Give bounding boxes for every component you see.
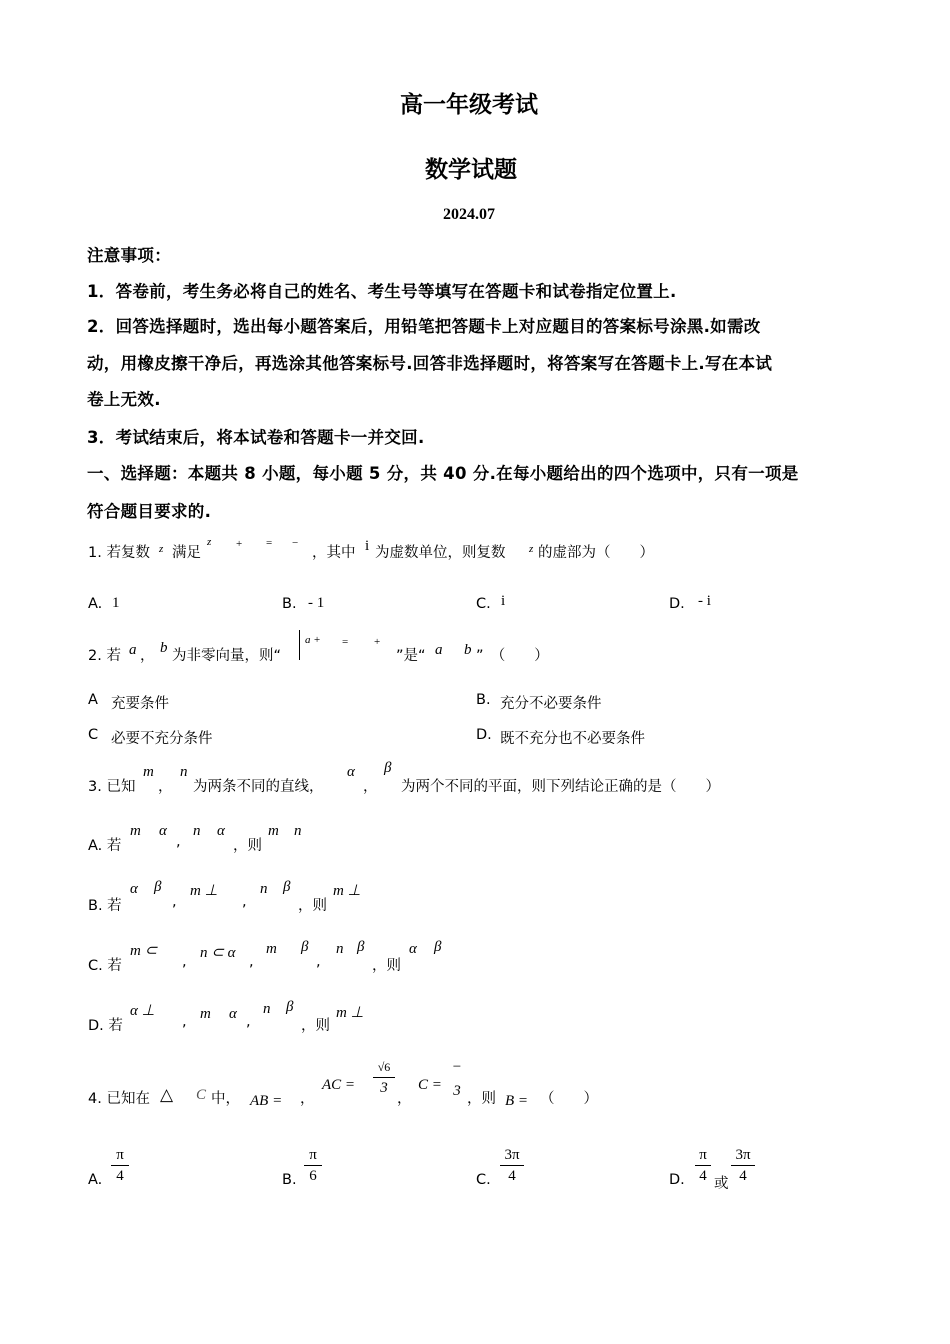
- notice-item-2-line-1: 2．回答选择题时，选出每小题答案后，用铅笔把答题卡上对应题目的答案标号涂黑.如需改: [87, 317, 761, 336]
- q1-option-b-value: - 1: [308, 595, 325, 611]
- q3-comma-1: ，: [158, 779, 173, 795]
- q4-mid-2: ，则: [467, 1091, 496, 1107]
- q3-d-p2: m: [200, 1006, 211, 1022]
- q4-c-eq: C =: [418, 1077, 442, 1093]
- q3-c-c3: ,: [316, 954, 321, 970]
- q3-a-p2: α: [159, 823, 167, 839]
- q3-b-c1: ,: [172, 894, 177, 910]
- q3-b-p6: m ⊥: [333, 883, 361, 899]
- q3-c-p7: α: [409, 941, 417, 957]
- q4-mid-1: 中，: [211, 1091, 240, 1107]
- q1-option-d-label: D.: [669, 596, 685, 612]
- q3-c-c1: ,: [182, 954, 187, 970]
- q3-b-p5: β: [283, 879, 291, 895]
- q3-option-a-label: A. 若: [88, 838, 122, 854]
- q4-ac: AC =: [322, 1077, 356, 1093]
- q2-option-b-value: 充分不必要条件: [500, 696, 602, 712]
- q4-option-c-den: 4: [508, 1168, 516, 1184]
- q3-option-b-label: B. 若: [88, 898, 122, 914]
- q4-option-d-num-2: 3π: [735, 1147, 751, 1163]
- q1-option-b-label: B.: [282, 596, 297, 612]
- subject-title: 数学试题: [425, 157, 517, 183]
- exam-date: 2024.07: [443, 206, 495, 223]
- section-1-line-2: 符合题目要求的.: [87, 502, 212, 521]
- q3-var-n: n: [180, 764, 188, 780]
- q3-d-p6: m ⊥: [336, 1005, 364, 1021]
- q4-option-b-num: π: [309, 1147, 317, 1163]
- q1-option-c-value: i: [501, 593, 506, 609]
- q3-a-p3: n: [193, 823, 201, 839]
- q4-option-d-fraction-2: [731, 1146, 755, 1185]
- q3-prefix: 3. 已知: [88, 779, 136, 795]
- q3-c-c4: ，则: [372, 958, 401, 974]
- notice-item-2-line-3: 卷上无效.: [87, 390, 161, 409]
- q2-option-c-value: 必要不充分条件: [111, 731, 213, 747]
- q2-abs-bar: [299, 630, 300, 660]
- q1-mid-1: 满足: [172, 545, 201, 561]
- q3-comma-2: ，: [363, 779, 378, 795]
- q3-suffix: 为两个不同的平面，则下列结论正确的是（ ）: [401, 779, 720, 795]
- q4-comma-1: ，: [300, 1091, 315, 1107]
- q2-option-b-label: B.: [476, 692, 491, 708]
- q2-option-a-label: A: [88, 692, 98, 708]
- notice-item-3: 3．考试结束后，将本试卷和答题卡一并交回.: [87, 428, 425, 447]
- q3-c-p8: β: [434, 939, 442, 955]
- q3-var-m: m: [143, 764, 154, 780]
- q1-option-d-value: - i: [698, 593, 711, 609]
- q1-var-z-2: z: [529, 543, 534, 555]
- q4-option-d-den-2: 4: [739, 1168, 747, 1184]
- q3-d-c2: ,: [246, 1014, 251, 1030]
- q1-mid-3: 为虚数单位，则复数: [375, 545, 506, 561]
- q4-ab: AB =: [250, 1093, 283, 1109]
- q3-d-p3: α: [229, 1006, 237, 1022]
- q3-d-p4: n: [263, 1001, 271, 1017]
- q4-option-b-bar: [304, 1165, 322, 1166]
- q2-expr-top: a +: [305, 634, 321, 646]
- notice-heading: 注意事项：: [87, 246, 171, 265]
- q3-a-p1: m: [130, 823, 141, 839]
- q2-expr-mid: =: [342, 636, 349, 648]
- q2-option-d-value: 既不充分也不必要条件: [500, 731, 645, 747]
- q3-b-c3: ，则: [298, 898, 327, 914]
- q2-option-d-label: D.: [476, 727, 492, 743]
- q4-triangle: △: [160, 1085, 174, 1104]
- q4-ac-bar: [373, 1077, 395, 1078]
- q1-mid-2: ，其中: [312, 545, 356, 561]
- q1-var-z: z: [159, 543, 164, 555]
- q3-a-c2: ，则: [233, 838, 262, 854]
- q3-d-c1: ,: [182, 1014, 187, 1030]
- q4-b-eq: B =: [505, 1093, 529, 1109]
- q4-option-d-fraction-1: [695, 1146, 711, 1185]
- q4-suffix: （ ）: [540, 1091, 598, 1107]
- q3-mid-1: 为两条不同的直线，: [193, 779, 324, 795]
- q4-option-d-label: D.: [669, 1172, 685, 1188]
- q3-a-p4: α: [217, 823, 225, 839]
- q3-a-c1: ,: [176, 834, 181, 850]
- q3-c-p2: n ⊂ α: [200, 945, 236, 961]
- section-1-line-1: 一、选择题：本题共 8 小题，每小题 5 分，共 40 分.在每小题给出的四个选项中，只有一项是: [87, 464, 799, 483]
- q1-option-a-value: 1: [112, 595, 120, 611]
- q2-suffix: ” （ ）: [476, 648, 549, 664]
- notice-item-1: 1．答卷前，考生务必将自己的姓名、考生号等填写在答题卡和试卷指定位置上.: [87, 282, 677, 301]
- q4-option-d-den-1: 4: [699, 1168, 707, 1184]
- q4-option-c-bar: [500, 1165, 524, 1166]
- q3-b-p3: m ⊥: [190, 883, 218, 899]
- q4-option-c-fraction: [500, 1146, 524, 1185]
- q4-option-d-bar-1: [695, 1165, 711, 1166]
- q3-b-c2: ,: [242, 894, 247, 910]
- q4-option-d-num-1: π: [699, 1147, 707, 1163]
- q1-suffix: 的虚部为（ ）: [538, 545, 654, 561]
- q4-option-b-fraction: [304, 1146, 322, 1185]
- q2-option-a-value: 充要条件: [111, 696, 169, 712]
- q2-var-a: a: [129, 642, 137, 658]
- q3-b-p4: n: [260, 881, 268, 897]
- q4-ac-fraction: [373, 1058, 395, 1097]
- q1-eq-plus: +: [236, 538, 243, 550]
- q3-b-p2: β: [154, 879, 162, 895]
- q2-mid-2: ”是“: [396, 648, 426, 664]
- q1-var-i: i: [365, 538, 370, 554]
- q4-c-den: 3: [453, 1083, 461, 1099]
- q3-c-p1: m ⊂: [130, 943, 158, 959]
- notice-item-2-line-2: 动，用橡皮擦干净后，再选涂其他答案标号.回答非选择题时，将答案写在答题卡上.写在本试: [87, 354, 773, 373]
- exam-title: 高一年级考试: [400, 92, 538, 118]
- q3-var-beta: β: [384, 760, 392, 776]
- q4-c-fraction: [449, 1058, 465, 1100]
- q3-d-c3: ，则: [301, 1018, 330, 1034]
- q3-var-alpha: α: [347, 764, 355, 780]
- q3-d-p5: β: [286, 999, 294, 1015]
- q3-c-p4: β: [301, 939, 309, 955]
- q2-expr-plus: +: [374, 636, 381, 648]
- q4-tri-c: C: [196, 1087, 207, 1103]
- q3-option-c-label: C. 若: [88, 958, 122, 974]
- q3-c-p6: β: [357, 939, 365, 955]
- q2-comma: ，: [140, 648, 155, 664]
- q3-a-p6: n: [294, 823, 302, 839]
- q4-option-c-label: C.: [476, 1172, 491, 1188]
- q2-var-b-2: b: [464, 642, 472, 658]
- q4-ac-num: √6: [377, 1060, 391, 1074]
- q4-comma-2: ，: [397, 1091, 412, 1107]
- q3-c-p3: m: [266, 941, 277, 957]
- q3-option-d-label: D. 若: [88, 1018, 123, 1034]
- q4-option-a-label: A.: [88, 1172, 103, 1188]
- q4-option-a-fraction: [111, 1146, 129, 1185]
- q4-option-d-or: 或: [714, 1176, 729, 1192]
- q1-prefix: 1. 若复数: [88, 545, 150, 561]
- q4-prefix: 4. 已知在: [88, 1091, 150, 1107]
- q4-c-num: −: [452, 1059, 462, 1075]
- q3-c-p5: n: [336, 941, 344, 957]
- q2-var-b: b: [160, 640, 168, 656]
- q1-eq-equals: =: [266, 537, 273, 549]
- q2-prefix: 2. 若: [88, 648, 121, 664]
- q4-option-c-num: 3π: [504, 1147, 520, 1163]
- q2-mid-1: 为非零向量，则“: [172, 648, 282, 664]
- q1-option-a-label: A.: [88, 596, 103, 612]
- q3-d-p1: α ⊥: [130, 1003, 155, 1019]
- q4-ac-den: 3: [380, 1080, 388, 1096]
- q4-option-b-label: B.: [282, 1172, 297, 1188]
- q2-option-c-label: C: [88, 727, 99, 743]
- q3-a-p5: m: [268, 823, 279, 839]
- q4-option-b-den: 6: [309, 1168, 317, 1184]
- q1-eq-z: z: [207, 536, 212, 548]
- q4-option-a-num: π: [116, 1147, 124, 1163]
- q4-option-d-bar-2: [731, 1165, 755, 1166]
- q3-b-p1: α: [130, 881, 138, 897]
- q1-option-c-label: C.: [476, 596, 491, 612]
- q4-option-a-bar: [111, 1165, 129, 1166]
- q3-c-c2: ,: [249, 954, 254, 970]
- q4-option-a-den: 4: [116, 1168, 124, 1184]
- q1-eq-minus: −: [292, 537, 299, 549]
- q2-var-a-2: a: [435, 642, 443, 658]
